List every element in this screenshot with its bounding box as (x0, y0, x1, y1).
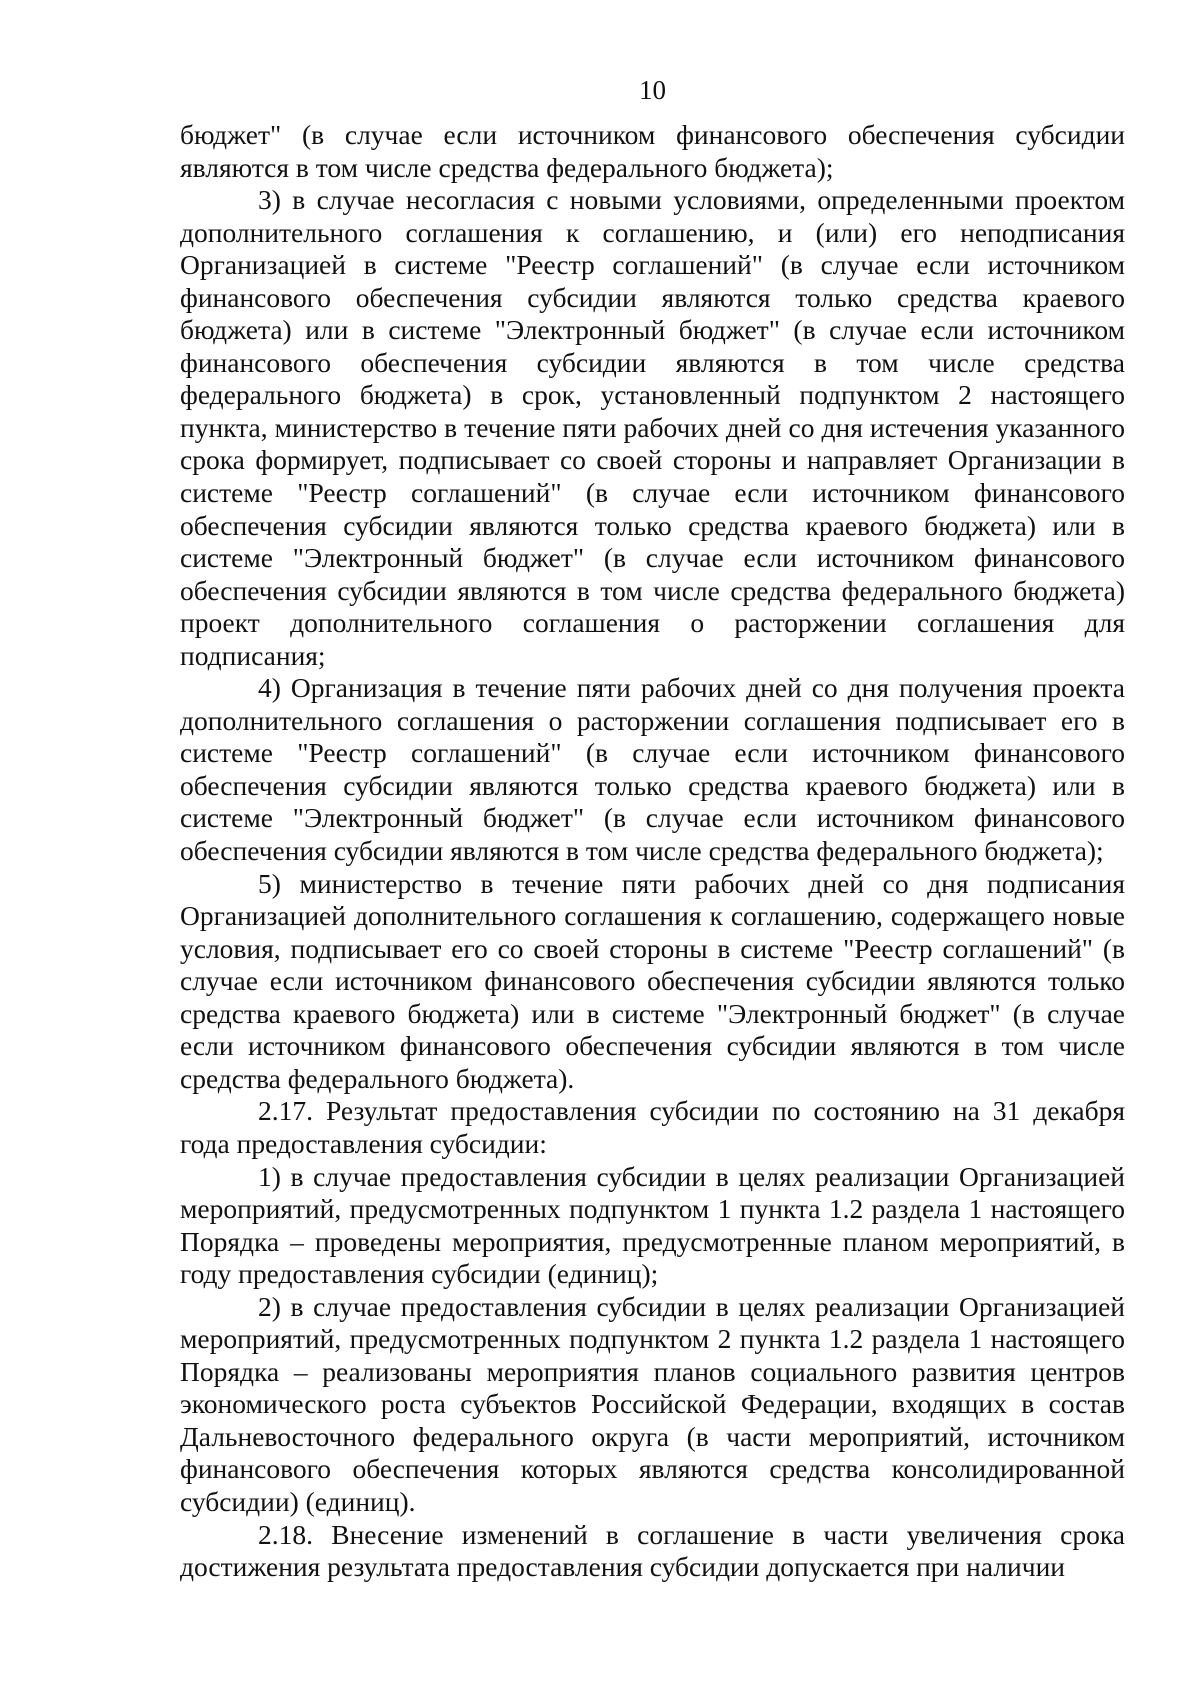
paragraph-2-17-item-1: 1) в случае предоставления субсидии в целях реализации Организацией мероприятий, предусмотренных подпунктом 1 пункта 1.2 раздела 1 настоящего Порядка – проведены мероприятия, предусмотренные планом мероприятий, в году предоставления субсидии (единиц); (180, 1160, 1125, 1290)
paragraph-item-3: 3) в случае несогласия с новыми условиями, определенными проектом дополнительного соглашения к соглашению, и (или) его неподписания Организацией в системе "Реестр соглашений" (в случае если источником финансового обеспечения субсидии являются только средства краевого бюджета) или в системе "Электронный бюджет" (в случае если источником финансового обеспечения субсидии являются в том числе средства федерального бюджета) в срок, установленный подпунктом 2 настоящего пункта, министерство в течение пяти рабочих дней со дня истечения указанного срока формирует, подписывает со своей стороны и направляет Организации в системе "Реестр соглашений" (в случае если источником финансового обеспечения субсидии являются только средства краевого бюджета) или в системе "Электронный бюджет" (в случае если источником финансового обеспечения субсидии являются в том числе средства федерального бюджета) проект дополнительного соглашения о расторжении соглашения для подписания; (180, 184, 1125, 671)
paragraph-2-17-item-2: 2) в случае предоставления субсидии в целях реализации Организацией мероприятий, предусмотренных подпунктом 2 пункта 1.2 раздела 1 настоящего Порядка – реализованы мероприятия планов социального развития центров экономического роста субъектов Российской Федерации, входящих в состав Дальневосточного федерального округа (в части мероприятий, источником финансового обеспечения которых являются средства консолидированной субсидии) (единиц). (180, 1290, 1125, 1517)
paragraph-item-4: 4) Организация в течение пяти рабочих дней со дня получения проекта дополнительного соглашения о расторжении соглашения подписывает его в системе "Реестр соглашений" (в случае если источником финансового обеспечения субсидии являются только средства краевого бюджета) или в системе "Электронный бюджет" (в случае если источником финансового обеспечения субсидии являются в том числе средства федерального бюджета); (180, 672, 1125, 867)
document-body (180, 119, 1125, 1584)
page-number: 10 (639, 75, 666, 105)
paragraph-section-2-17: 2.17. Результат предоставления субсидии по состоянию на 31 декабря года предоставления субсидии: (180, 1095, 1125, 1159)
paragraph-section-2-18: 2.18. Внесение изменений в соглашение в части увеличения срока достижения результата предоставления субсидии допускается при наличии (180, 1518, 1125, 1583)
paragraph-item-5: 5) министерство в течение пяти рабочих дней со дня подписания Организацией дополнительного соглашения к соглашению, содержащего новые условия, подписывает его со своей стороны в системе "Реестр соглашений" (в случае если источником финансового обеспечения субсидии являются только средства краевого бюджета) или в системе "Электронный бюджет" (в случае если источником финансового обеспечения субсидии являются в том числе средства федерального бюджета). (180, 867, 1125, 1094)
paragraph-continuation: бюджет" (в случае если источником финансового обеспечения субсидии являются в том числе средства федерального бюджета); (180, 119, 1125, 183)
